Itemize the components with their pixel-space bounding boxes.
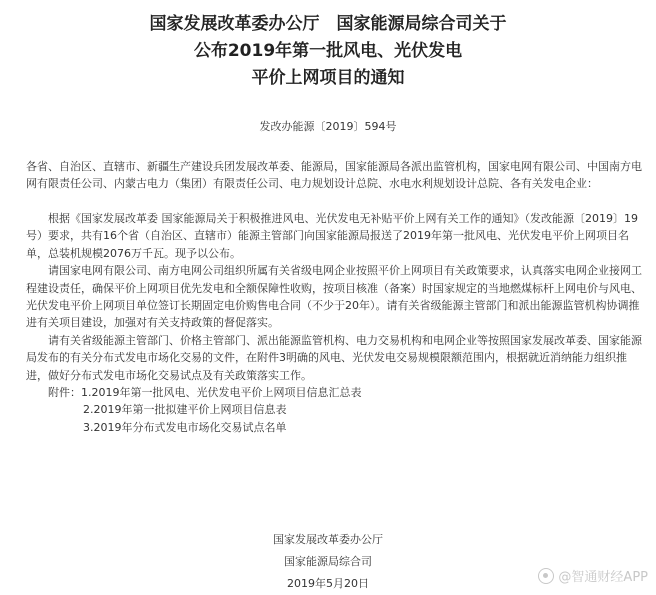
document-number: 发改办能源〔2019〕594号 — [259, 120, 397, 133]
addressee-block — [26, 158, 648, 193]
attachments-list — [26, 384, 648, 436]
eye-logo-icon — [538, 568, 554, 584]
document-title-line-2: 公布2019年第一批风电、光伏发电 — [193, 41, 463, 61]
signature-date: 2019年5月20日 — [287, 577, 369, 590]
watermark-text: @智通财经APP — [558, 570, 648, 585]
addressee-text: 各省、自治区、直辖市、新疆生产建设兵团发展改革委、能源局，国家能源局各派出监管机构，国家电网有限公司、中国南方电网有限责任公司、内蒙古电力（集团）有限责任公司、电力规划设计总院、水电水利规划设计总院、各有关发电企业： — [26, 160, 642, 191]
attachment-item — [26, 384, 648, 401]
attachments-label: 附件： — [48, 386, 81, 400]
paragraph-1: 根据《国家发展改革委 国家能源局关于积极推进风电、光伏发电无补贴平价上网有关工作的通知》（发改能源〔2019〕19号）要求，共有16个省（自治区、直辖市）能源主管部门向国家能源局报送了2019年第一批风电、光伏发电平价上网项目名单，总装机规模2076万千瓦。现予以公布。 — [26, 212, 638, 260]
watermark — [538, 566, 648, 585]
body-paragraphs — [26, 210, 648, 436]
attachment-2: 2.2019年第一批拟建平价上网项目信息表 — [83, 403, 287, 417]
document-title-line-3: 平价上网项目的通知 — [251, 68, 405, 88]
signature-org-2: 国家能源局综合司 — [284, 555, 372, 568]
attachment-3: 3.2019年分布式发电市场化交易试点名单 — [83, 420, 287, 434]
paragraph-2: 请国家电网有限公司、南方电网公司组织所属有关省级电网企业按照平价上网项目有关政策要求，认真落实电网企业接网工程建设责任，确保平价上网项目优先发电和全额保障性收购，按项目核准（备案）时国家规定的当地燃煤标杆上网电价与风电、光伏发电平价上网项目单位签订长期固定电价购售电合同（不少于20年）。请有关省级能源主管部门和派出能源监管机构协调推进有关项目建设，加强对有关支持政策的督促落实。 — [26, 264, 642, 330]
document-title-line-1: 国家发展改革委办公厅 国家能源局综合司关于 — [149, 14, 507, 34]
signature-org-1: 国家发展改革委办公厅 — [273, 533, 383, 546]
paragraph-3: 请有关省级能源主管部门、价格主管部门、派出能源监管机构、电力交易机构和电网企业等按照国家发展改革委、国家能源局发布的有关分布式发电市场化交易的文件，在附件3明确的风电、光伏发电交易规模限额范围内，根据就近消纳能力组织推进，做好分布式发电市场化交易试点及有关政策落实工作。 — [26, 333, 642, 382]
attachment-1: 1.2019年第一批风电、光伏发电平价上网项目信息汇总表 — [81, 386, 362, 400]
